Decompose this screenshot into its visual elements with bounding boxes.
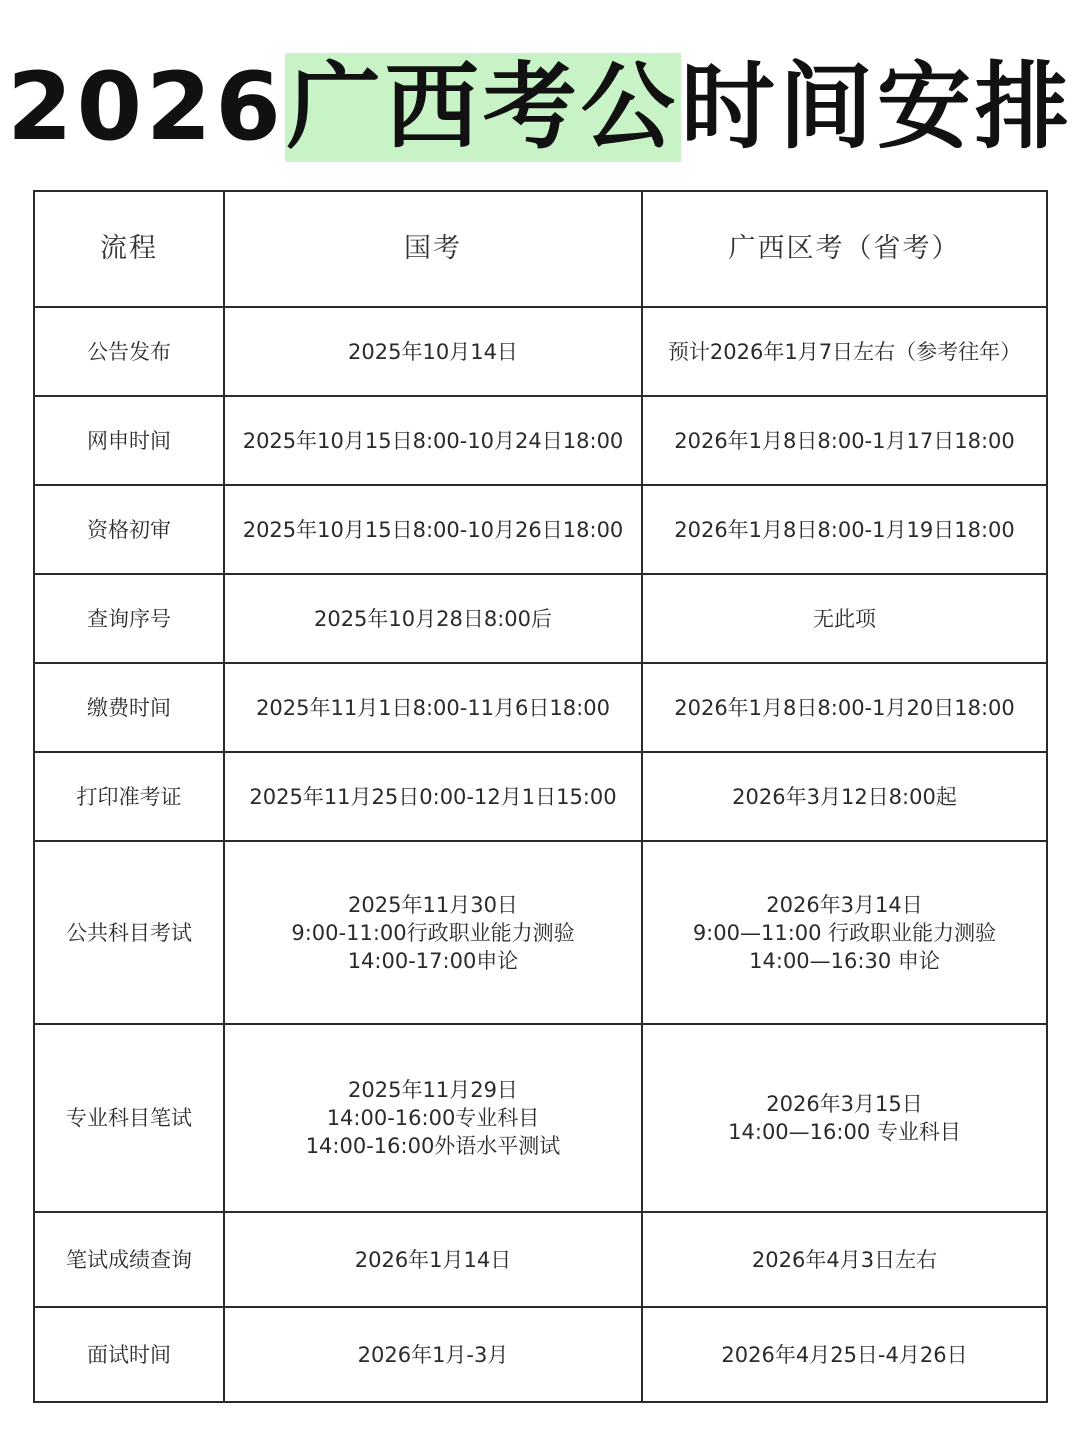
table-row (34, 1307, 1047, 1402)
header-step: 流程 (34, 191, 224, 307)
national-line: 2026年1月-3月 (357, 1342, 509, 1367)
step-cell: 面试时间 (34, 1307, 224, 1402)
national-cell (224, 574, 642, 663)
provincial-cell (642, 841, 1047, 1024)
header-national: 国考 (224, 191, 642, 307)
provincial-line: 2026年1月8日8:00-1月19日18:00 (674, 517, 1015, 542)
provincial-cell (642, 663, 1047, 752)
provincial-cell (642, 396, 1047, 485)
table-row (34, 396, 1047, 485)
header-provincial: 广西区考（省考） (642, 191, 1047, 307)
provincial-cell (642, 574, 1047, 663)
national-cell (224, 752, 642, 841)
national-cell (224, 1212, 642, 1307)
national-cell (224, 307, 642, 396)
step-cell: 网申时间 (34, 396, 224, 485)
title-suffix: 时间安排 (680, 53, 1073, 162)
national-line: 2025年11月25日0:00-12月1日15:00 (249, 784, 617, 809)
national-line: 9:00-11:00行政职业能力测验 (291, 920, 575, 945)
step-cell: 缴费时间 (34, 663, 224, 752)
provincial-line: 无此项 (813, 606, 876, 631)
provincial-line: 2026年4月3日左右 (751, 1247, 938, 1272)
provincial-cell (642, 1024, 1047, 1212)
national-cell (224, 1024, 642, 1212)
table-row (34, 1024, 1047, 1212)
table-row (34, 1212, 1047, 1307)
provincial-line: 2026年4月25日-4月26日 (721, 1342, 968, 1367)
provincial-line: 14:00—16:30 申论 (749, 948, 940, 973)
national-cell (224, 1307, 642, 1402)
provincial-cell (642, 485, 1047, 574)
national-cell (224, 663, 642, 752)
step-cell: 资格初审 (34, 485, 224, 574)
schedule-table (33, 190, 1048, 1403)
title-highlight: 广西考公 (286, 53, 679, 162)
provincial-cell (642, 1307, 1047, 1402)
table-row (34, 485, 1047, 574)
national-line: 2026年1月14日 (354, 1247, 512, 1272)
provincial-cell (642, 307, 1047, 396)
step-cell: 笔试成绩查询 (34, 1212, 224, 1307)
national-cell (224, 485, 642, 574)
step-cell: 专业科目笔试 (34, 1024, 224, 1212)
provincial-cell (642, 752, 1047, 841)
provincial-cell (642, 1212, 1047, 1307)
provincial-line: 14:00—16:00 专业科目 (728, 1120, 961, 1144)
national-line: 2025年10月15日8:00-10月26日18:00 (242, 517, 624, 542)
step-cell: 公共科目考试 (34, 841, 224, 1024)
title-year: 2026 (7, 53, 285, 162)
table-header-row (34, 191, 1047, 307)
table-row (34, 574, 1047, 663)
table-row (34, 663, 1047, 752)
provincial-line: 预计2026年1月7日左右（参考往年） (667, 339, 1022, 364)
table-row (34, 752, 1047, 841)
national-line: 2025年11月1日8:00-11月6日18:00 (256, 695, 610, 720)
provincial-line: 2026年1月8日8:00-1月20日18:00 (674, 695, 1015, 720)
table-row (34, 307, 1047, 396)
national-cell (224, 841, 642, 1024)
step-cell: 查询序号 (34, 574, 224, 663)
provincial-line: 9:00—11:00 行政职业能力测验 (692, 920, 997, 945)
national-cell (224, 396, 642, 485)
step-cell: 公告发布 (34, 307, 224, 396)
national-line: 2025年10月28日8:00后 (313, 606, 553, 631)
national-line: 2025年11月29日 (348, 1078, 518, 1102)
national-line: 14:00-17:00申论 (347, 948, 519, 973)
national-line: 14:00-16:00外语水平测试 (305, 1134, 561, 1158)
national-line: 14:00-16:00专业科目 (326, 1106, 540, 1130)
provincial-line: 2026年1月8日8:00-1月17日18:00 (674, 428, 1015, 453)
page-title (0, 38, 1080, 178)
national-line: 2025年10月14日 (348, 339, 518, 364)
provincial-line: 2026年3月14日 (766, 892, 923, 917)
table-row (34, 841, 1047, 1024)
step-cell: 打印准考证 (34, 752, 224, 841)
provincial-line: 2026年3月15日 (766, 1092, 923, 1116)
provincial-line: 2026年3月12日8:00起 (732, 784, 957, 809)
national-line: 2025年10月15日8:00-10月24日18:00 (242, 428, 624, 453)
national-line: 2025年11月30日 (348, 892, 518, 917)
